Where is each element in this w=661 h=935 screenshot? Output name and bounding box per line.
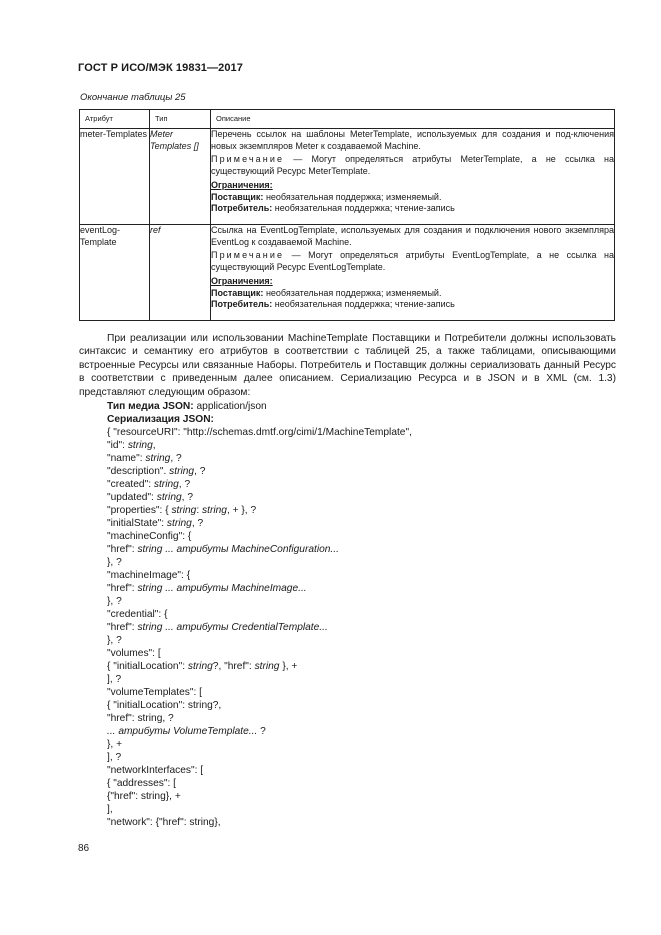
code-line: "updated": string, ? <box>107 492 193 503</box>
code-line: "href": string ... атрибуты MachineConfiguration... <box>107 544 339 555</box>
supplier-limit <box>211 192 614 204</box>
consumer-text: необязательная поддержка; чтение-запись <box>272 299 455 309</box>
type-cell: Meter Templates [] <box>150 129 211 225</box>
supplier-limit <box>211 288 614 300</box>
attribute-cell: meter-Templates <box>80 129 150 225</box>
code-line: { "initialLocation": string?, "href": string }, + <box>107 661 298 672</box>
code-line: ], ? <box>107 674 122 685</box>
column-header-description: Описание <box>211 110 615 129</box>
code-line: { "addresses": [ <box>107 778 176 789</box>
code-line: "networkInterfaces": [ <box>107 765 204 776</box>
consumer-limit <box>211 203 614 215</box>
code-line: ... атрибуты VolumeTemplate... ? <box>107 726 266 737</box>
column-header-attribute: Атрибут <box>80 110 150 129</box>
json-serialization-block <box>107 400 412 829</box>
code-line: "properties": { string: string, + }, ? <box>107 505 257 516</box>
code-line: "href": string ... атрибуты CredentialTemplate... <box>107 622 328 633</box>
description-cell <box>211 129 615 225</box>
note-text: — Могут определяться атрибуты MeterTemplate, а не ссылка на существующий Ресурс MeterTemplate. <box>211 154 614 176</box>
consumer-label: Потребитель: <box>211 203 273 213</box>
consumer-limit <box>211 299 614 311</box>
code-line: "machineConfig": { <box>107 531 192 542</box>
code-line: ], <box>107 804 113 815</box>
note-label: Примечание <box>211 154 285 164</box>
code-line: }, ? <box>107 596 122 607</box>
code-line: "initialState": string, ? <box>107 518 204 529</box>
media-type-line <box>107 400 412 413</box>
code-line: "description". string, ? <box>107 466 206 477</box>
code-line: "network": {"href": string}, <box>107 817 221 828</box>
code-line: }, + <box>107 739 123 750</box>
limits-title: Ограничения: <box>211 276 273 286</box>
note-label: Примечание <box>211 250 285 260</box>
consumer-label: Потребитель: <box>211 299 273 309</box>
code-line: "href": string ... атрибуты MachineImage... <box>107 583 307 594</box>
table-header-row <box>80 110 615 129</box>
code-line: { "resourceURI": "http://schemas.dmtf.org/cimi/1/MachineTemplate", <box>107 427 412 438</box>
table-25 <box>79 109 615 321</box>
supplier-text: необязательная поддержка; изменяемый. <box>263 287 442 298</box>
limits-title: Ограничения: <box>211 180 273 190</box>
table-row <box>80 129 615 225</box>
media-type-value: application/json <box>193 401 267 412</box>
code-line: "credential": { <box>107 609 168 620</box>
code-line: "machineImage": { <box>107 570 191 581</box>
media-type-label: Тип медиа JSON: <box>107 401 194 412</box>
note <box>211 154 614 177</box>
table-caption: Окончание таблицы 25 <box>80 92 186 103</box>
page-number: 86 <box>78 843 90 854</box>
attribute-cell: eventLog-Template <box>80 225 150 321</box>
description-text: Ссылка на EventLogTemplate, используемых для создания и подключения нового экземпляра EventLog к создаваемой Machine. <box>211 225 614 247</box>
description-text: Перечень ссылок на шаблоны MeterTemplate, используемых для создания и под-ключения новых экземпляров Meter к создаваемой Machine. <box>211 129 614 151</box>
document-header: ГОСТ Р ИСО/МЭК 19831—2017 <box>78 62 243 74</box>
code-line: }, ? <box>107 557 122 568</box>
note-text: — Могут определяться атрибуты EventLogTemplate, а не ссылка на существующий Ресурс EventLogTemplate. <box>211 250 614 272</box>
supplier-label: Поставщик: <box>211 287 264 298</box>
supplier-label: Поставщик: <box>211 191 264 202</box>
code-line: "created": string, ? <box>107 479 191 490</box>
serialization-label: Сериализация JSON: <box>107 414 214 425</box>
code-line: { "initialLocation": string?, <box>107 700 222 711</box>
supplier-text: необязательная поддержка; изменяемый. <box>263 191 442 202</box>
note <box>211 250 614 273</box>
code-line: "name": string, ? <box>107 453 182 464</box>
code-line: {"href": string}, + <box>107 791 181 802</box>
consumer-text: необязательная поддержка; чтение-запись <box>272 203 455 213</box>
type-cell: ref <box>150 225 211 321</box>
column-header-type: Тип <box>150 110 211 129</box>
serialization-heading <box>107 413 412 426</box>
code-line: }, ? <box>107 635 122 646</box>
code-line: "volumes": [ <box>107 648 161 659</box>
description-cell <box>211 225 615 321</box>
table-row <box>80 225 615 321</box>
code-line: "href": string, ? <box>107 713 174 724</box>
code-line: "volumeTemplates": [ <box>107 687 202 698</box>
body-paragraph: При реализации или использовании MachineTemplate Поставщики и Потребители должны использовать синтаксис и семантику его атрибутов в соответствии с таблицей 25, а также таблицами, описывающими встроенные Ресурсы или связанные Наборы. Потребитель и Поставщик должны сериализовать данный Ресурс в соответствии с приведенным далее описанием. Сериализацию Ресурса и в JSON и в XML (см. 1.3) представляют следующим образом: <box>79 333 616 398</box>
code-line: ], ? <box>107 752 122 763</box>
code-line: "id": string, <box>107 440 156 451</box>
